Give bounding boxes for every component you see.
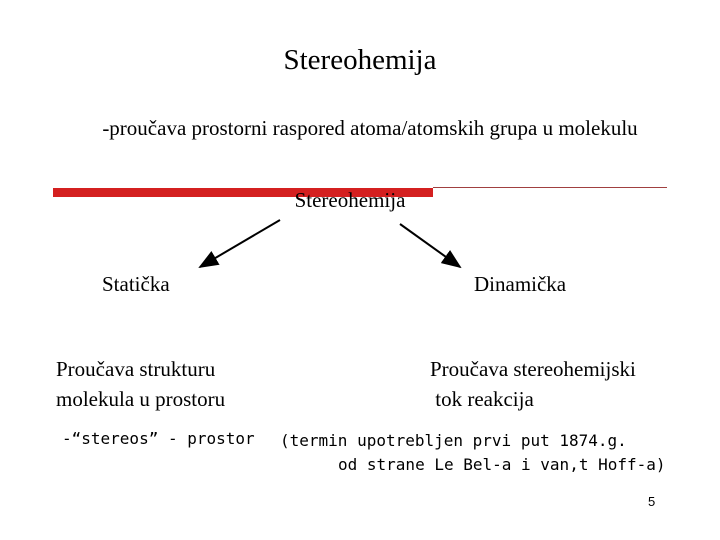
dinamicka-description	[430, 354, 636, 414]
stereos-etymology: -“stereos” - prostor	[62, 429, 255, 448]
term-origin-line1: (termin upotrebljen prvi put 1874.g.	[280, 431, 627, 450]
branch-dinamicka: Dinamička	[474, 272, 567, 296]
term-origin-note	[280, 429, 666, 477]
branch-staticka: Statička	[102, 272, 170, 296]
arrow-to-dinamicka	[400, 224, 460, 267]
slide-subtitle: -proučava prostorni raspored atoma/atomskih grupa u molekulu	[102, 116, 638, 140]
slide-title: Stereohemija	[283, 44, 437, 76]
dinamicka-desc-line1: Proučava stereohemijski	[430, 357, 636, 381]
page-number: 5	[648, 494, 656, 509]
arrow-to-staticka	[200, 220, 280, 267]
term-origin-line2: od strane Le Bel-a i van,t Hoff-a)	[338, 455, 666, 474]
dinamicka-desc-line2: tok reakcija	[430, 387, 534, 411]
staticka-description	[56, 354, 225, 414]
diagram-root-label: Stereohemija	[294, 188, 406, 212]
staticka-desc-line2: molekula u prostoru	[56, 387, 226, 411]
staticka-desc-line1: Proučava strukturu	[56, 357, 216, 381]
